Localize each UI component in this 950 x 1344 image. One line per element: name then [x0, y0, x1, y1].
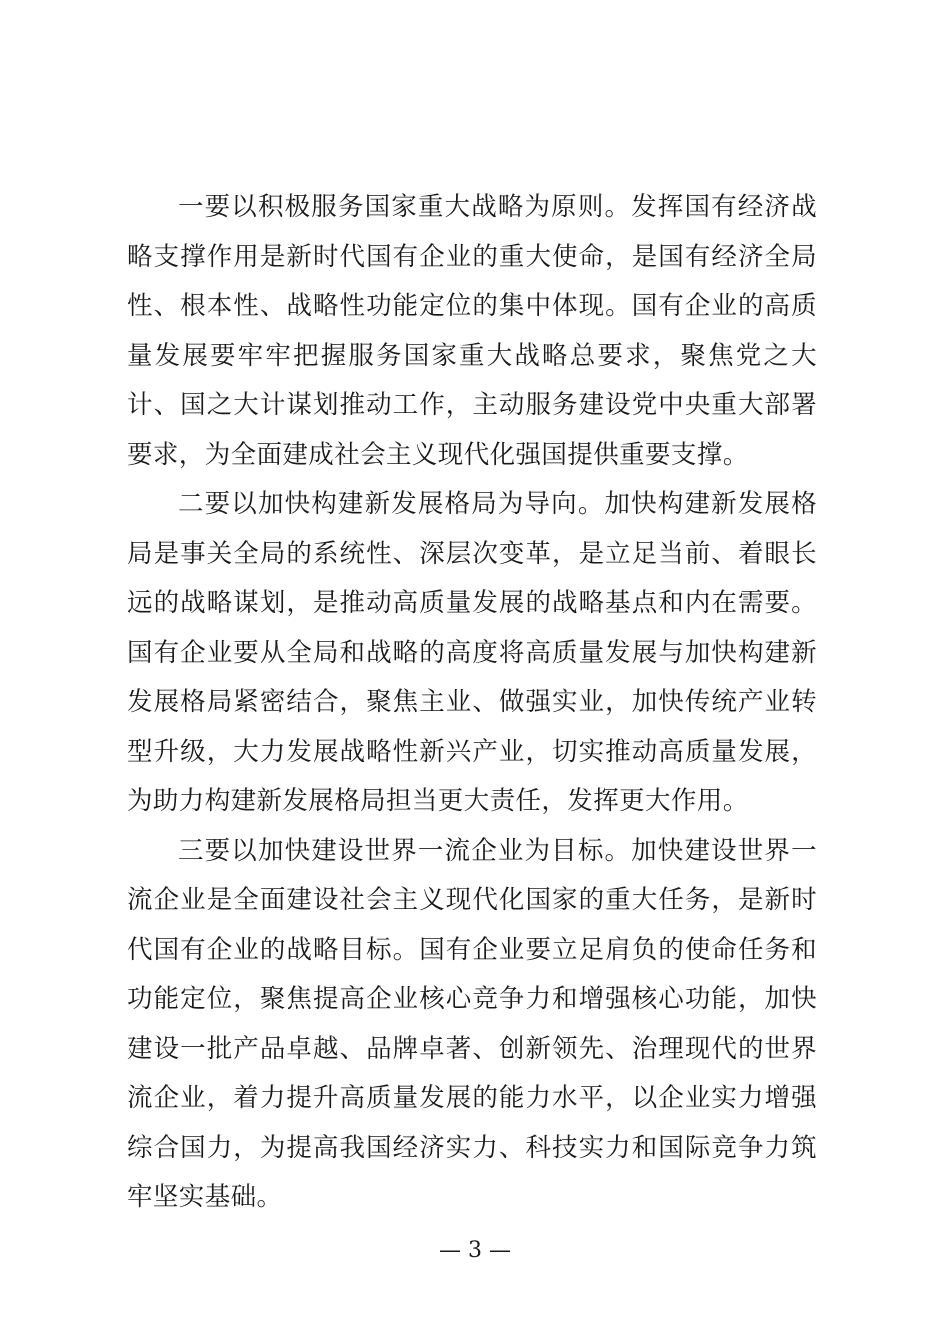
paragraph-1: 一要以积极服务国家重大战略为原则。发挥国有经济战略支撑作用是新时代国有企业的重大使命，是国有经济全局性、根本性、战略性功能定位的集中体现。国有企业的高质量发展要牢牢把握服务国家重大战略总要求，聚焦党之大计、国之大计谋划推动工作，主动服务建设党中央重大部署要求，为全面建成社会主义现代化强国提供重要支撑。: [127, 192, 817, 470]
paragraph-2: 二要以加快构建新发展格局为导向。加快构建新发展格局是事关全局的系统性、深层次变革，是立足当前、着眼长远的战略谋划，是推动高质量发展的战略基点和内在需要。国有企业要从全局和战略的高度将高质量发展与加快构建新发展格局紧密结合，聚焦主业、做强实业，加快传统产业转型升级，大力发展战略性新兴产业，切实推动高质量发展，为助力构建新发展格局担当更大责任，发挥更大作用。: [127, 489, 817, 816]
document-body: [127, 183, 817, 1223]
paragraph-3: 三要以加快建设世界一流企业为目标。加快建设世界一流企业是全面建设社会主义现代化国家的重大任务，是新时代国有企业的战略目标。国有企业要立足肩负的使命任务和功能定位，聚焦提高企业核心竞争力和增强核心功能，加快建设一批产品卓越、品牌卓著、创新领先、治理现代的世界流企业，着力提升高质量发展的能力水平，以企业实力增强综合国力，为提高我国经济实力、科技实力和国际竞争力筑牢坚实基础。: [127, 835, 817, 1212]
page-number: — 3 —: [439, 1238, 511, 1263]
